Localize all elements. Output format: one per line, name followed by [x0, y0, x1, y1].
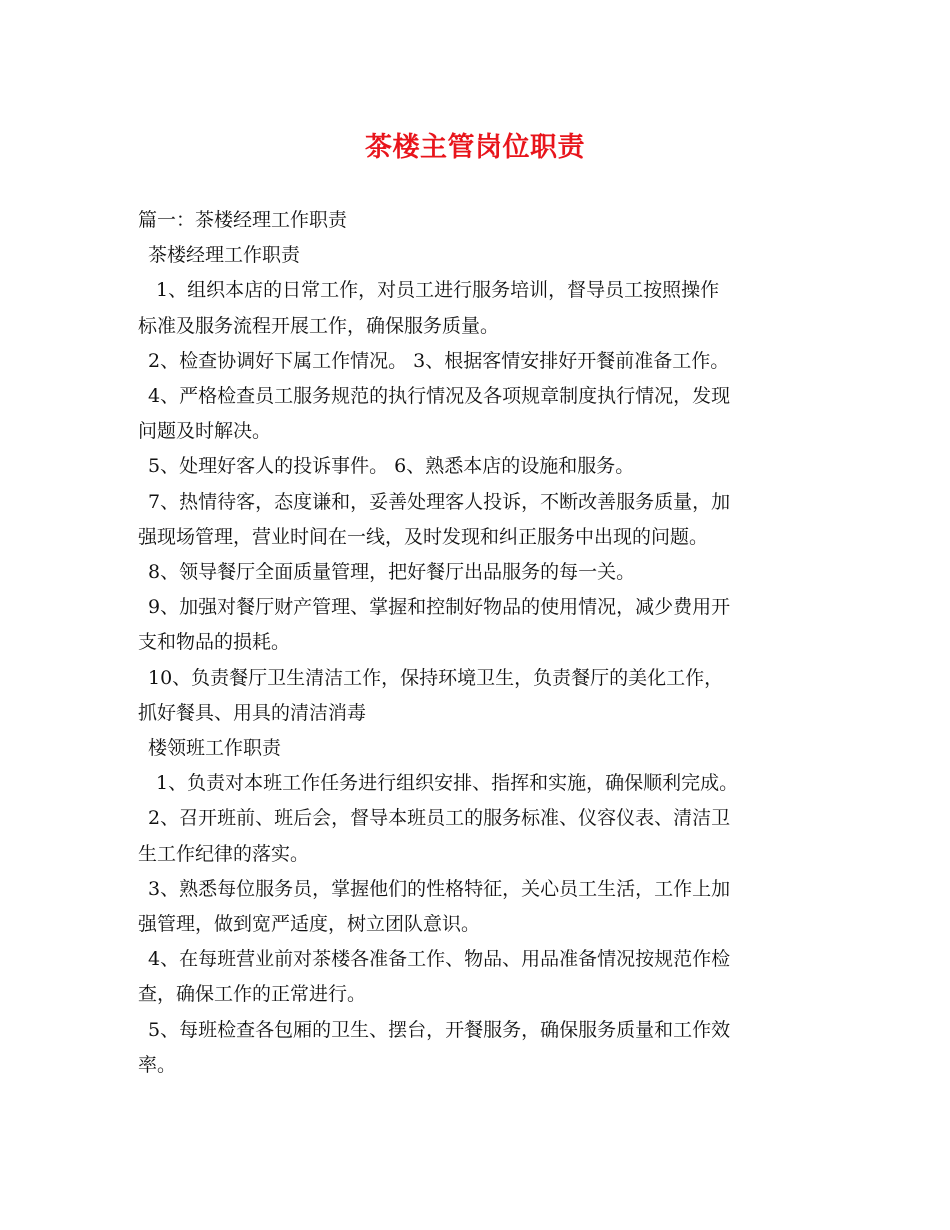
paragraph-line: 1、负责对本班工作任务进行组织安排、指挥和实施，确保顺利完成。 — [156, 772, 739, 795]
paragraph-line: 2、召开班前、班后会，督导本班员工的服务标准、仪容仪表、清洁卫 — [148, 807, 731, 830]
paragraph-line: 支和物品的损耗。 — [138, 631, 291, 654]
paragraph-line: 强管理，做到宽严适度，树立团队意识。 — [138, 913, 481, 936]
document-body — [138, 203, 813, 1083]
paragraph-line: 查，确保工作的正常进行。 — [138, 983, 367, 1006]
paragraph-line: 8、领导餐厅全面质量管理，把好餐厅出品服务的每一关。 — [148, 561, 636, 584]
paragraph-line: 9、加强对餐厅财产管理、掌握和控制好物品的使用情况，减少费用开 — [148, 596, 731, 619]
paragraph-line: 4、严格检查员工服务规范的执行情况及各项规章制度执行情况，发现 — [148, 385, 731, 408]
paragraph-line: 5、每班检查各包厢的卫生、摆台，开餐服务，确保服务质量和工作效 — [148, 1018, 731, 1041]
document-title: 茶楼主管岗位职责 — [365, 132, 585, 163]
paragraph-line: 抓好餐具、用具的清洁消毒 — [138, 701, 367, 724]
paragraph-line: 1、组织本店的日常工作，对员工进行服务培训，督导员工按照操作 — [156, 279, 720, 302]
paragraph-line: 4、在每班营业前对茶楼各准备工作、物品、用品准备情况按规范作检 — [148, 948, 731, 971]
section-heading: 篇一：茶楼经理工作职责 — [138, 209, 348, 231]
paragraph-line: 3、熟悉每位服务员，掌握他们的性格特征，关心员工生活，工作上加 — [148, 877, 731, 900]
paragraph-line: 2、检查协调好下属工作情况。 3、根据客情安排好开餐前准备工作。 — [148, 349, 730, 372]
paragraph-line: 率。 — [138, 1053, 177, 1076]
paragraph-line: 问题及时解决。 — [138, 420, 272, 443]
paragraph-line: 生工作纪律的落实。 — [138, 842, 310, 865]
paragraph-line: 7、热情待客，态度谦和，妥善处理客人投诉，不断改善服务质量，加 — [148, 490, 731, 513]
subsection-heading: 楼领班工作职责 — [148, 737, 282, 760]
paragraph-line: 5、处理好客人的投诉事件。 6、熟悉本店的设施和服务。 — [148, 455, 635, 478]
paragraph-line: 10、负责餐厅卫生清洁工作，保持环境卫生，负责餐厅的美化工作， — [148, 666, 724, 689]
paragraph-line: 标准及服务流程开展工作，确保服务质量。 — [138, 314, 500, 337]
paragraph-line: 强现场管理，营业时间在一线，及时发现和纠正服务中出现的问题。 — [138, 525, 709, 548]
subsection-heading: 茶楼经理工作职责 — [148, 244, 301, 267]
